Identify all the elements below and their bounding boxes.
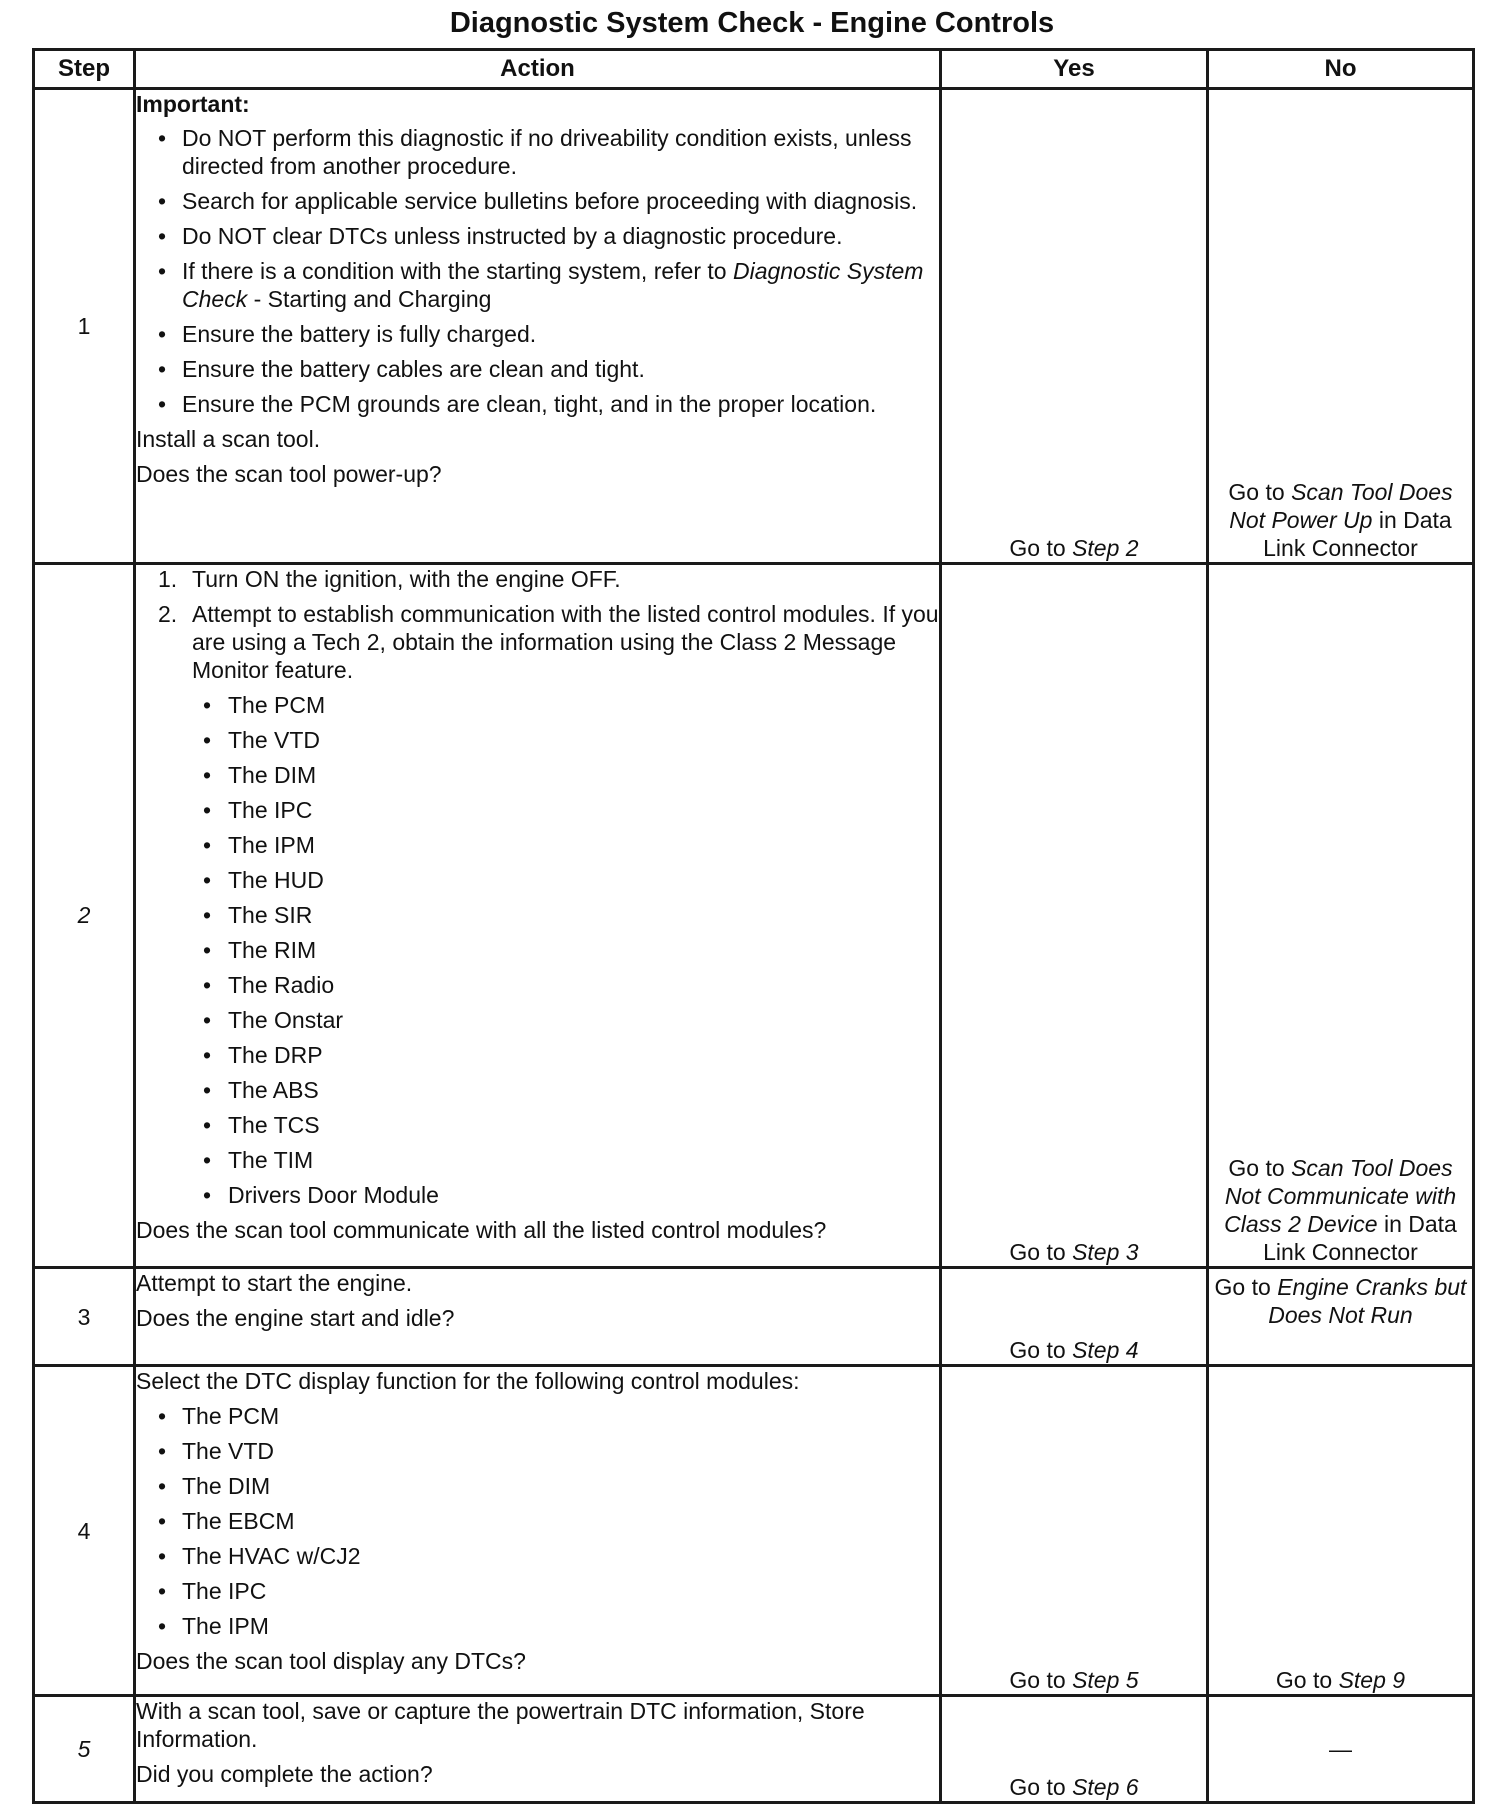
list-item: • The Radio — [136, 971, 939, 999]
goto-text: Go to — [1228, 478, 1292, 505]
goto-target: Scan Tool Does Not Power Up — [1229, 478, 1453, 533]
step-num: 1. — [158, 565, 178, 592]
list-item: • The RIM — [136, 936, 939, 964]
header-step: Step — [34, 50, 135, 89]
step-num: 2. — [158, 600, 178, 627]
yes-cell — [941, 1696, 1208, 1803]
goto-text: Go to — [1009, 534, 1073, 561]
goto-text: in Data Link Connector — [1263, 506, 1452, 561]
question-text: Does the scan tool communicate with all the listed control modules? — [136, 1216, 827, 1243]
list-item: • The EBCM — [136, 1507, 939, 1535]
table-row-step-1 — [34, 89, 1474, 564]
list-item: • The VTD — [136, 726, 939, 754]
header-row — [34, 50, 1474, 89]
numbered-step — [136, 565, 939, 593]
goto-target: Step 3 — [1072, 1238, 1139, 1265]
yes-cell — [941, 89, 1208, 564]
step-number: 1 — [34, 89, 135, 564]
list-item: • Ensure the PCM grounds are clean, tight, and in the proper location. — [136, 390, 939, 418]
instruction-text: Install a scan tool. — [136, 426, 321, 452]
list-item: • The TIM — [136, 1146, 939, 1174]
list-item: • The VTD — [136, 1437, 939, 1465]
list-item: • The HUD — [136, 866, 939, 894]
table-row-step-3 — [34, 1267, 1474, 1366]
table-row-step-2 — [34, 563, 1474, 1267]
list-item: • The DIM — [136, 761, 939, 789]
yes-cell — [941, 1267, 1208, 1366]
no-cell — [1208, 1366, 1474, 1696]
step-text: Turn ON the ignition, with the engine OFF. — [192, 565, 621, 592]
list-item: • The IPC — [136, 796, 939, 824]
instruction-text: With a scan tool, save or capture the powertrain DTC information, Store Information. — [136, 1698, 865, 1753]
goto-target: Step 6 — [1072, 1774, 1139, 1800]
module-list — [136, 1402, 939, 1640]
goto-text: in Data Link Connector — [1263, 1210, 1457, 1265]
important-label: Important: — [136, 91, 250, 117]
goto-text: Go to — [1214, 1273, 1278, 1300]
list-item: • Search for applicable service bulletins before proceeding with diagnosis. — [136, 187, 939, 215]
question-text: Does the engine start and idle? — [136, 1304, 455, 1331]
header-action: Action — [135, 50, 941, 89]
list-item: • The DIM — [136, 1472, 939, 1500]
goto-target: Engine Cranks but Does Not Run — [1268, 1273, 1467, 1328]
list-item-text: - Starting and Charging — [247, 286, 492, 312]
goto-text: Go to — [1009, 1667, 1073, 1694]
no-cell — [1208, 1267, 1474, 1366]
module-list — [136, 691, 939, 1209]
list-item: • The SIR — [136, 901, 939, 929]
list-item: • Drivers Door Module — [136, 1181, 939, 1209]
page-title: Diagnostic System Check - Engine Controls — [449, 7, 1055, 39]
list-item: • The IPC — [136, 1577, 939, 1605]
list-item: • Do NOT perform this diagnostic if no driveability condition exists, unless directed from another procedure. — [136, 124, 939, 180]
list-item: • The DRP — [136, 1041, 939, 1069]
list-item: • The TCS — [136, 1111, 939, 1139]
yes-cell — [941, 1366, 1208, 1696]
list-item: • The IPM — [136, 831, 939, 859]
important-list — [136, 124, 939, 418]
action-cell — [135, 1366, 941, 1696]
no-cell — [1208, 89, 1474, 564]
list-item: • The IPM — [136, 1612, 939, 1640]
yes-cell — [941, 563, 1208, 1267]
goto-target: Step 2 — [1072, 534, 1139, 561]
goto-text: Go to — [1009, 1774, 1073, 1800]
goto-target: Step 9 — [1338, 1667, 1406, 1694]
header-no: No — [1208, 50, 1474, 89]
no-cell: — — [1208, 1696, 1474, 1803]
step-number: 5 — [34, 1696, 135, 1803]
list-item: • The PCM — [136, 691, 939, 719]
list-item: • The Onstar — [136, 1006, 939, 1034]
table-row-step-4 — [34, 1366, 1474, 1696]
numbered-steps — [136, 565, 939, 684]
list-item-text: If there is a condition with the starting system, refer to — [182, 258, 733, 284]
action-cell — [135, 1696, 941, 1803]
step-number: 4 — [34, 1366, 135, 1696]
goto-text: Go to — [1009, 1337, 1073, 1364]
goto-target: Scan Tool Does Not Communicate with Class 2 Device — [1224, 1154, 1457, 1237]
step-number: 2 — [34, 563, 135, 1267]
diagnostic-table — [32, 48, 1475, 1804]
header-yes: Yes — [941, 50, 1208, 89]
numbered-step — [136, 600, 939, 684]
action-cell — [135, 1267, 941, 1366]
question-text: Does the scan tool display any DTCs? — [136, 1648, 526, 1675]
question-text: Did you complete the action? — [136, 1761, 433, 1788]
goto-text: Go to — [1009, 1238, 1073, 1265]
step-number: 3 — [34, 1267, 135, 1366]
list-item: • Do NOT clear DTCs unless instructed by a diagnostic procedure. — [136, 222, 939, 250]
list-item — [136, 257, 939, 313]
goto-text: Go to — [1228, 1154, 1292, 1181]
instruction-text: Select the DTC display function for the following control modules: — [136, 1368, 800, 1395]
goto-target: Step 4 — [1072, 1337, 1139, 1364]
list-item: • The PCM — [136, 1402, 939, 1430]
action-cell — [135, 563, 941, 1267]
list-item: • The HVAC w/CJ2 — [136, 1542, 939, 1570]
question-text: Does the scan tool power-up? — [136, 461, 442, 487]
no-cell — [1208, 563, 1474, 1267]
step-text: Attempt to establish communication with the listed control modules. If you are using a Tech 2, obtain the information using the Class 2 Message Monitor feature. — [192, 600, 939, 683]
goto-target: Step 5 — [1072, 1667, 1139, 1694]
instruction-text: Attempt to start the engine. — [136, 1269, 413, 1296]
list-item: • Ensure the battery is fully charged. — [136, 320, 939, 348]
reference-link-text: Diagnostic System Check — [182, 258, 924, 312]
list-item: • Ensure the battery cables are clean and tight. — [136, 355, 939, 383]
list-item: • The ABS — [136, 1076, 939, 1104]
action-cell — [135, 89, 941, 564]
goto-text: Go to — [1275, 1667, 1339, 1694]
table-row-step-5 — [34, 1696, 1474, 1803]
